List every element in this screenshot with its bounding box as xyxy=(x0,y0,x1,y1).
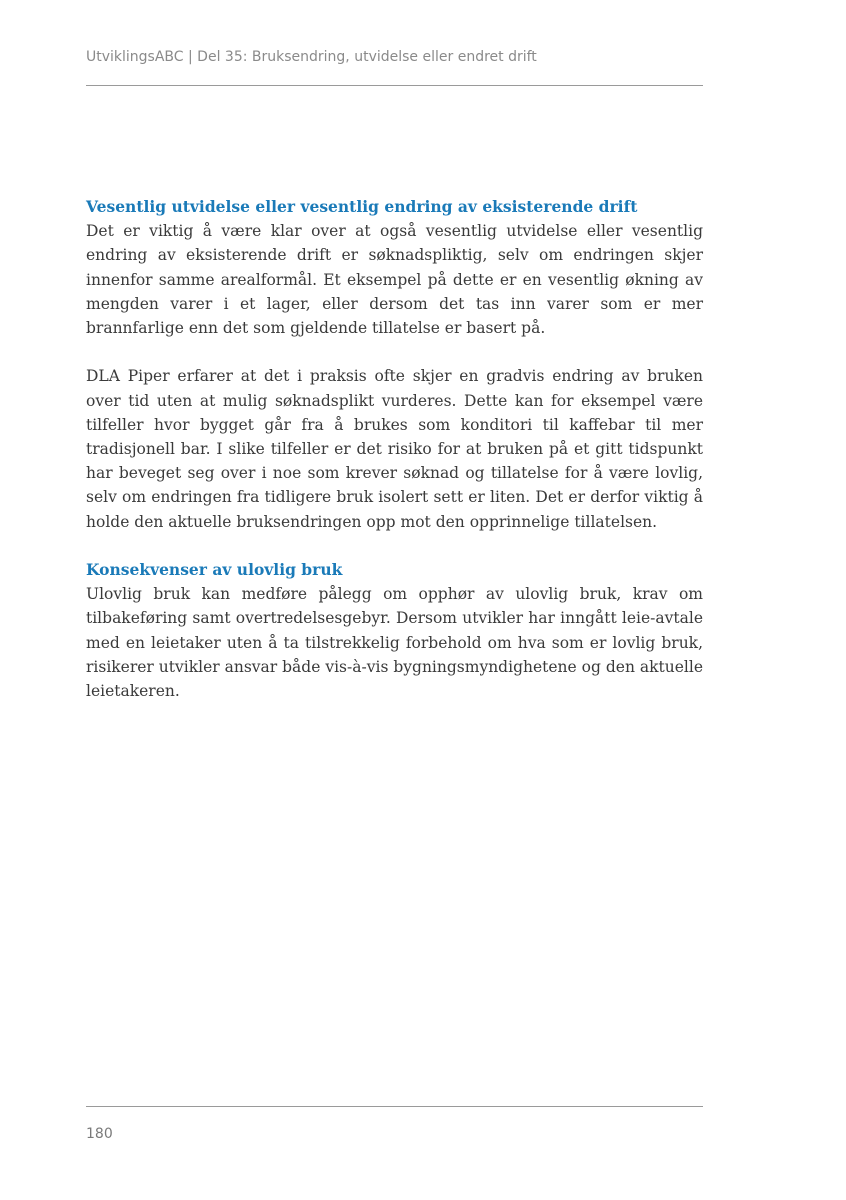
page-body xyxy=(86,195,703,703)
footer-divider xyxy=(86,1106,703,1107)
section-heading-utvidelse: Vesentlig utvidelse eller vesentlig endring av eksisterende drift xyxy=(86,197,638,216)
section-heading-konsekvenser: Konsekvenser av ulovlig bruk xyxy=(86,560,343,580)
running-header: UtviklingsABC | Del 35: Bruksendring, utvidelse eller endret drift xyxy=(86,49,537,65)
header-divider xyxy=(86,85,703,86)
paragraph: DLA Piper erfarer at det i praksis ofte skjer en gradvis endring av bruken over tid uten at mulig søknadsplikt vurderes. Dette kan for eksempel være tilfeller hvor bygget går fra å brukes som konditori til kaffebar til mer tradisjonell bar. I slike tilfeller er det risiko for at bruken på et gitt tidspunkt har beveget seg over i noe som krever søknad og tillatelse for å være lovlig, selv om endringen fra tidligere bruk isolert sett er liten. Det er derfor viktig å holde den aktuelle bruksendringen opp mot den opprinnelige tillatelsen. xyxy=(86,367,703,531)
page-number: 180 xyxy=(86,1126,113,1142)
paragraph: Ulovlig bruk kan medføre pålegg om opphør av ulovlig bruk, krav om tilbakeføring samt overtredelsesgebyr. Dersom utvikler har inngått leie-avtale med en leietaker uten å ta tilstrekkelig forbehold om hva som er lovlig bruk, risikerer utvikler ansvar både vis-à-vis bygningsmyndighetene og den aktuelle leietakeren. xyxy=(86,585,703,701)
paragraph: Det er viktig å være klar over at også vesentlig utvidelse eller vesentlig endring av eksisterende drift er søknadspliktig, selv om endringen skjer innenfor samme arealformål. Et eksempel på dette er en vesentlig økning av mengden varer i et lager, eller dersom det tas inn varer som er mer brannfarlige enn det som gjeldende tillatelse er basert på. xyxy=(86,222,703,338)
